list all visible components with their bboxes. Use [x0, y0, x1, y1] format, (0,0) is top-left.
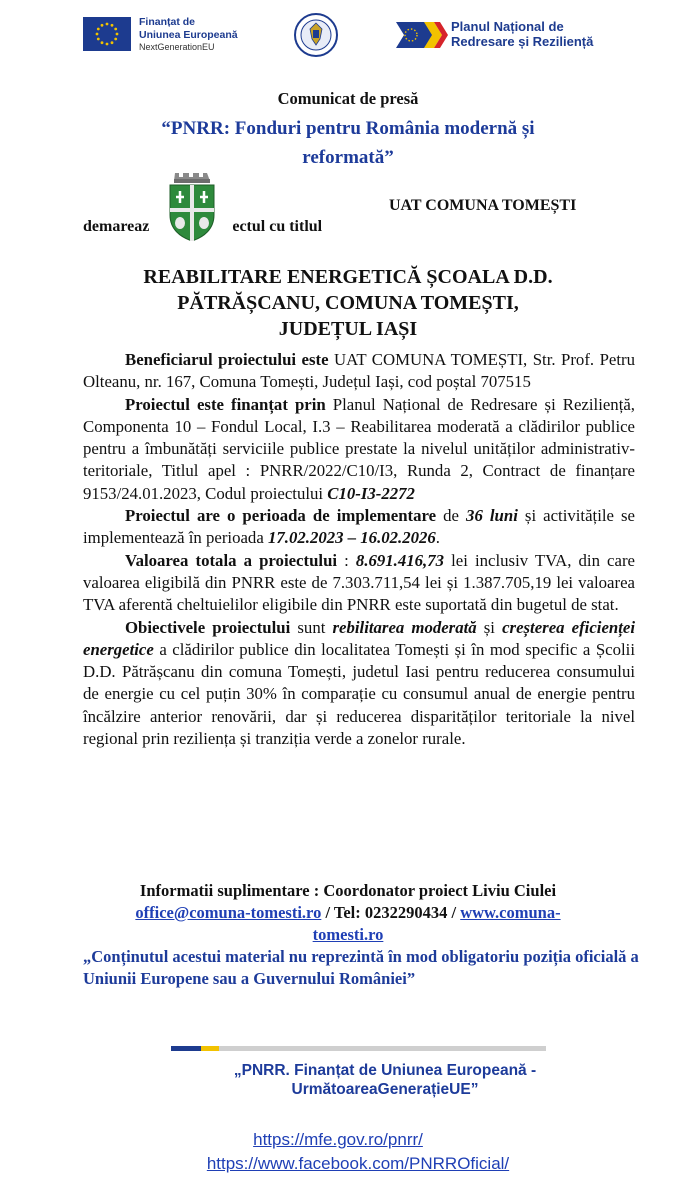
objectives-paragraph: Obiectivele proiectului sunt rebilitarea moderată și creșterea eficienței energetice a clădirilor publice din localitatea Tomești și în mod specific a Școlii D.D. Pătrășcanu din comuna Tomești, judetul Iasi pentru reducerea consumului de energie cu cel puțin 30% în comparație cu consumul anual de energie pentru încălzire anterior renovării, dar și reducerea disparităților teritoriale la nivel regional prin reziliența și tranziția verde a zonelor rurale. — [83, 617, 636, 749]
pnrr-slogan: „PNRR. Finanțat de Uniunea Europeană - UrmătoareaGenerațieUE” — [233, 1062, 537, 1098]
funding-paragraph: Proiectul este finanțat prin Planul Național de Redresare și Reziliență, Componenta 10 – Fondul Local, I.3 – Reabilitarea moderată a clădirilor publice pentru a îmbunătăți serviciile publice prestate la nivelul unităților administrativ-teritoriale, Titlul apel : PNRR/2022/C10/I3, Runda 2, Contract de finanțare 9153/24.01.2023, Codul proiectului C10-I3-2272 — [83, 394, 635, 503]
facebook-link-line — [0, 1154, 696, 1174]
value-paragraph: Valoarea totala a proiectului : 8.691.416,73 lei inclusiv TVA, din care valoarea eligibilă din PNRR este de 7.303.711,54 lei și 1.387.705,19 lei valoarea TVA aferentă cheltuielilor eligibile din PNRR este suportată din bugetul de stat. — [83, 550, 635, 615]
footer-divider-yellow — [201, 1046, 219, 1051]
period-paragraph: Proiectul are o perioada de implementare de 36 luni și activitățile se implementează în perioada 17.02.2023 – 16.02.2026. — [83, 506, 635, 548]
pnrr-label: Planul Național de Redresare și Reziliență — [451, 19, 594, 49]
footer-divider — [171, 1046, 546, 1051]
disclaimer: „Conținutul acestui material nu reprezintă în mod obligatoriu poziția oficială a Uniunii Europene sau a Guvernului României” — [83, 947, 639, 988]
contact-info: Informatii suplimentare : Coordonator proiect Liviu Ciulei office@comuna-tomesti.ro / Tel: 0232290434 / www.comuna- tomesti.ro — [135, 881, 561, 944]
email-link[interactable]: office@comuna-tomesti.ro — [135, 903, 322, 922]
body-text — [83, 349, 635, 750]
press-release-label: Comunicat de presă — [277, 89, 419, 108]
romanian-government-seal-icon — [294, 13, 338, 57]
website-link-continued[interactable]: tomesti.ro — [312, 925, 384, 944]
uat-name: UAT COMUNA TOMEȘTI — [389, 197, 577, 214]
press-release-title: “PNRR: Fonduri pentru România modernă și reformată” — [161, 118, 535, 168]
tomesti-coat-of-arms-icon — [166, 167, 218, 241]
launch-text: demareaz ectul cu titlul — [83, 218, 323, 235]
footer-divider-blue — [171, 1046, 201, 1051]
mfe-pnrr-link[interactable]: https://mfe.gov.ro/pnrr/ — [253, 1130, 423, 1149]
pnrr-logo-icon — [396, 20, 448, 50]
beneficiary-paragraph: Beneficiarul proiectului este UAT COMUNA TOMEȘTI, Str. Prof. Petru Olteanu, nr. 167, Comuna Tomești, Județul Iași, cod poștal 707515 — [83, 350, 635, 392]
eu-funding-label: Finanțat de Uniunea Europeană NextGenerationEU — [139, 16, 238, 52]
eu-flag-icon — [83, 17, 131, 51]
website-link[interactable]: www.comuna- — [460, 903, 561, 922]
facebook-pnrr-link[interactable]: https://www.facebook.com/PNRROficial/ — [206, 1154, 510, 1173]
project-title: REABILITARE ENERGETICĂ ȘCOALA D.D. PĂTRĂȘCANU, COMUNA TOMEȘTI, JUDEȚUL IAȘI — [143, 266, 553, 340]
mfe-link-line — [0, 1130, 676, 1150]
